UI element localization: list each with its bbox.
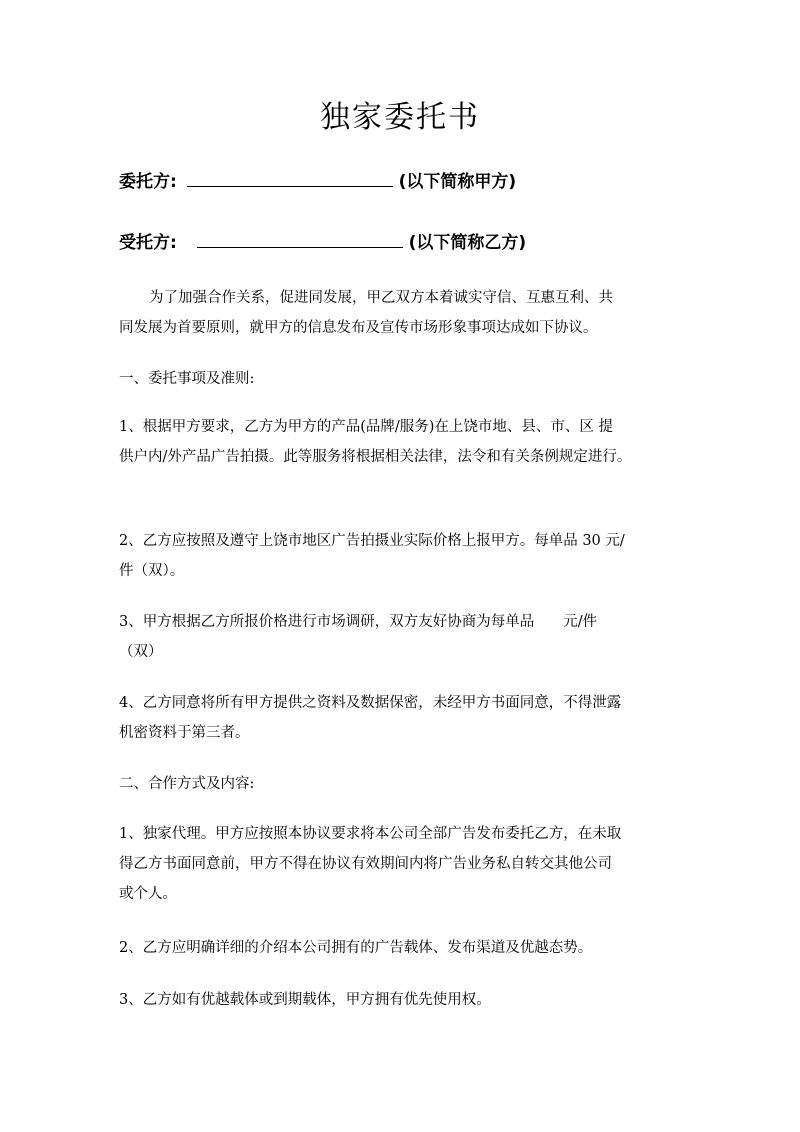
principal-label: 委托方: [119,172,177,192]
item-line: （双） [119,644,163,660]
agent-blank [197,229,403,248]
item-line: 件（双）。 [119,563,185,579]
item-line: 或个人。 [119,886,177,902]
document-title: 独家委托书 [320,100,480,135]
item-line: 2、乙方应明确详细的介绍本公司拥有的广告载体、发布渠道及优越态势。 [119,940,593,956]
section2-item-2 [119,933,689,963]
agent-line [119,229,526,255]
section1-item-3 [119,607,689,667]
item-line: 2、乙方应按照及遵守上饶市地区广告拍摄业实际价格上报甲方。每单品 30 元/ [119,533,625,549]
section1-heading: 一、委托事项及准则: [119,371,255,387]
section1-item-2 [119,526,689,586]
section1-item-4 [119,688,689,748]
item-line: 1、独家代理。甲方应按照本协议要求将本公司全部广告发布委托乙方，在未取 [119,826,622,842]
intro-line: 为了加强合作关系，促进同发展，甲乙双方本着诚实守信、互惠互利、共 [149,290,613,306]
section1-item-1 [119,412,689,472]
principal-line [119,168,516,194]
item-line: 机密资料于第三者。 [119,725,250,741]
principal-blank [187,168,393,187]
intro-paragraph [119,283,689,343]
principal-note: (以下简称甲方) [398,172,517,192]
agent-label: 受托方: [119,233,177,253]
item-line: 3、甲方根据乙方所报价格进行市场调研，双方友好协商为每单品 元/件 [119,614,598,630]
section2-item-1 [119,819,689,909]
agent-note: (以下简称乙方) [408,233,527,253]
item-line: 1、根据甲方要求，乙方为甲方的产品(品牌/服务)在上饶市地、县、市、区 提 [119,419,614,435]
section2-item-3 [119,985,689,1015]
item-line: 3、乙方如有优越载体或到期载体，甲方拥有优先使用权。 [119,992,491,1008]
item-line: 供户内/外产品广告拍摄。此等服务将根据相关法律，法令和有关条例规定进行。 [119,449,632,465]
intro-line: 同发展为首要原则，就甲方的信息发布及宣传市场形象事项达成如下协议。 [119,320,598,336]
section2-heading: 二、合作方式及内容: [119,776,255,792]
item-line: 得乙方书面同意前，甲方不得在协议有效期间内将广告业务私自转交其他公司 [119,856,612,872]
item-line: 4、乙方同意将所有甲方提供之资料及数据保密，未经甲方书面同意，不得泄露 [119,695,622,711]
